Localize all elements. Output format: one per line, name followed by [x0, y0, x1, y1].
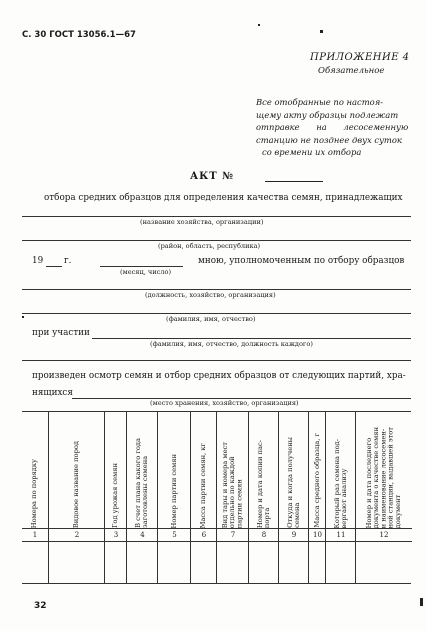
- org-caption: (название хозяйства, организации): [140, 218, 264, 226]
- column-number: 4: [127, 528, 158, 542]
- column-number: 11: [326, 528, 356, 542]
- inspection-text-cont: нящихся: [32, 388, 73, 398]
- year-prefix: 19: [32, 256, 44, 266]
- table-column: [248, 412, 279, 583]
- witness-caption: (фамилия, имя, отчество, должность каждого): [150, 340, 313, 348]
- table-column: [48, 412, 105, 583]
- act-number-field[interactable]: [265, 181, 323, 182]
- appendix-subtitle: Обязательное: [318, 66, 385, 76]
- column-number: 2: [49, 528, 105, 542]
- column-number: 3: [105, 528, 127, 542]
- page-number: 32: [34, 601, 47, 611]
- witness-field-2[interactable]: [22, 360, 411, 361]
- column-header: Номер и дата копии пас- порта: [255, 439, 271, 528]
- name-field[interactable]: [22, 313, 411, 314]
- dot-mark: [320, 30, 323, 33]
- with-participation-text: при участии: [32, 328, 90, 338]
- table-column: [216, 412, 249, 583]
- table-column: [278, 412, 309, 583]
- column-header: Вид тары и номера мест отдельно по каждой партии семян: [221, 441, 244, 528]
- column-header: Номер партии семян: [169, 453, 178, 528]
- date-field[interactable]: [100, 266, 183, 267]
- table-column: [308, 412, 326, 583]
- column-number: 7: [217, 528, 249, 542]
- storage-caption: (место хранения, хозяйство, организация): [150, 399, 299, 407]
- table-column: [22, 412, 48, 583]
- column-number: 9: [279, 528, 309, 542]
- column-header: Год урожая семян: [111, 462, 120, 528]
- note-line: Все отобранные по настоя-: [256, 97, 384, 107]
- intro-text: отбора средних образцов для определения качества семян, принадлежащих: [44, 193, 403, 203]
- org-field[interactable]: [22, 216, 411, 217]
- note-line: отправке на лесосеменную: [256, 122, 409, 132]
- table-column: [104, 412, 127, 583]
- column-number: 5: [158, 528, 191, 542]
- table-column: [355, 412, 412, 583]
- column-header: Видовое название пород: [72, 440, 81, 528]
- column-header: Который раз семена под- вергают анализу: [332, 438, 348, 528]
- position-field[interactable]: [22, 289, 411, 290]
- position-caption: (должность, хозяйство, организация): [145, 291, 276, 299]
- column-header: Откуда и когда получены семена: [285, 437, 301, 528]
- column-number: 1: [22, 528, 48, 542]
- column-number: 6: [191, 528, 217, 542]
- month-caption: (месяц, число): [120, 268, 172, 276]
- column-number: 10: [309, 528, 326, 542]
- act-title: АКТ №: [190, 171, 235, 182]
- note-block: [256, 96, 409, 159]
- table-column: [325, 412, 356, 583]
- region-caption: (район, область, республика): [158, 242, 261, 250]
- year-suffix: г.: [64, 256, 72, 266]
- table-column: [157, 412, 191, 583]
- edge-mark: [420, 598, 423, 606]
- column-header: В счет плана какого года заготовлены семена: [134, 438, 150, 528]
- inspection-text: произведен осмотр семян и отбор средних образцов от следующих партий, хра-: [32, 371, 406, 381]
- column-header: Масса среднего образца, г: [312, 433, 321, 528]
- column-number: 12: [356, 528, 412, 542]
- table-column: [190, 412, 217, 583]
- note-line: щему акту образцы подлежат: [256, 109, 399, 120]
- column-header: Номера по порядку: [30, 458, 39, 528]
- note-line: со времени их отбора: [262, 147, 362, 157]
- dot-mark: [22, 316, 24, 318]
- table-column: [126, 412, 158, 583]
- page-header: С. 30 ГОСТ 13056.1—67: [22, 30, 136, 40]
- witness-field[interactable]: [92, 338, 411, 339]
- year-field[interactable]: [46, 266, 62, 267]
- name-caption: (фамилия, имя, отчество): [166, 315, 256, 323]
- column-header: Номер и дата последнего документа о качестве семян и наименование лесосемен- ной станции, выдавшей этот документ: [364, 426, 402, 528]
- appendix-title: ПРИЛОЖЕНИЕ 4: [310, 52, 410, 63]
- region-field[interactable]: [22, 240, 411, 241]
- authorized-text: мною, уполномоченным по отбору образцов: [198, 256, 405, 266]
- column-header: Масса партии семян, кг: [199, 442, 208, 528]
- column-number: 8: [249, 528, 279, 542]
- dot-mark: [258, 24, 260, 26]
- note-line: станцию не позднее двух суток: [256, 134, 402, 145]
- samples-table: [22, 411, 411, 584]
